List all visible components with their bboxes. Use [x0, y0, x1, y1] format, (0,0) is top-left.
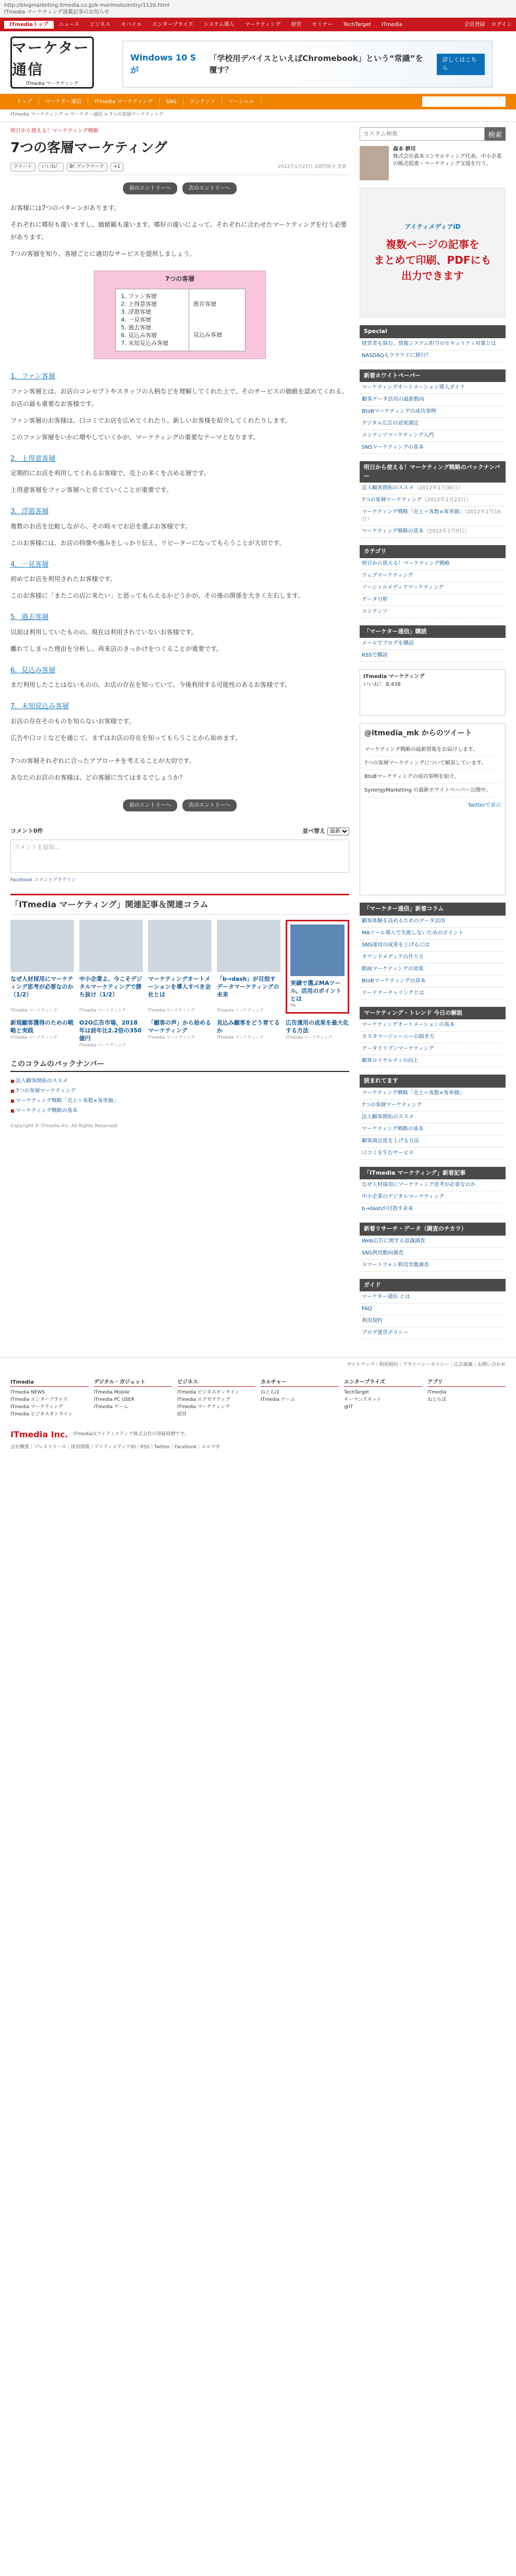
series-link[interactable]: マーケティング戦略「売上＝客数×客単価」（2012年1月16日） [360, 507, 506, 526]
related-thumbnail [79, 920, 143, 972]
nav-item[interactable]: モバイル [120, 21, 142, 28]
figure-item: 2. 上得意客層 [121, 301, 157, 307]
header-ad-banner[interactable] [122, 41, 493, 88]
footer-link[interactable]: ITmedia ビジネスオンライン [10, 1411, 73, 1417]
whitepaper-link[interactable]: BtoBマーケティングの成功事例 [360, 406, 506, 418]
article-date: 2012年1月23日 10時56分 更新 [278, 164, 347, 169]
related-thumbnail [148, 920, 212, 972]
nav-item[interactable]: ビジネス [90, 21, 110, 28]
sidebar [360, 122, 506, 1347]
ad-brand: アイティメディアiD [404, 223, 461, 230]
column-link[interactable]: 顧客体験を高めるためのデータ活用 [360, 916, 506, 928]
related-card[interactable]: マーケティングオートメーションを導入すべき会社とは ITmedia マーケティング [148, 920, 212, 1014]
backnumber-heading: このコラムのバックナンバー [10, 1059, 349, 1072]
nav-item[interactable]: セミナー [312, 21, 333, 28]
section-heading: 5．過去客層 [10, 613, 49, 621]
footer-col-heading: ITmedia [10, 1378, 89, 1387]
cat-item[interactable]: ITmedia マーケティング [88, 98, 159, 106]
backnumber-link[interactable]: ■ 法人顧客開拓のススメ [10, 1076, 349, 1086]
category-link[interactable]: 明日から使える！マーケティング戦略 [360, 558, 506, 570]
figure-item: 3. 浮遊客層 [121, 309, 151, 315]
tweet[interactable]: BtoBマーケティングの成功事例を紹介。 [364, 770, 501, 784]
next-entry-button[interactable]: 次のエントリーへ [182, 182, 237, 194]
cat-item[interactable]: マーケター通信 [39, 98, 89, 106]
footer-link[interactable]: ねとらぼ [427, 1397, 447, 1402]
nav-item-home[interactable]: ITmediaトップ [4, 21, 54, 29]
section-paragraph: 初めてお店を利用されたお客様です。 [10, 575, 117, 583]
section-paragraph: このお客様には、お店の特徴や強みをしっかり伝え、リピーターになってもらうことが大切です。 [10, 539, 286, 547]
nav-item[interactable]: システム導入 [203, 21, 235, 28]
article-body [10, 202, 349, 784]
section-heading: 6．見込み客層 [10, 666, 56, 674]
backnumber-link[interactable]: ■ マーケティング戦略の基本 [10, 1106, 349, 1116]
research-link[interactable]: SNS利用動向調査 [360, 1248, 506, 1260]
nav-item[interactable]: マーケティング [244, 21, 281, 28]
section-paragraph: 複数のお店を比較しながら、その時々でお店を選ぶお客様です。 [10, 522, 192, 530]
footer-col-heading: カルチャー [261, 1378, 339, 1387]
itmedia-logo[interactable]: ITmedia Inc. [10, 1429, 68, 1439]
popular-link[interactable]: マーケティング戦略「売上＝客数×客単価」 [360, 1088, 506, 1100]
footer-link[interactable]: ITmedia ビジネスオンライン [177, 1389, 240, 1395]
section-heading: 4．一見客層 [10, 560, 49, 569]
footer-col-heading: ビジネス [177, 1378, 255, 1387]
ad-thumbnail [290, 925, 345, 976]
figure-group-label: 既存客層 [193, 301, 216, 308]
author-bio: 株式会社森本コンサルティング代表。中小企業の販売促進・マーケティング支援を行う。 [393, 154, 502, 167]
guide-heading: ガイド [360, 1279, 506, 1292]
footer-link[interactable]: ITmedia [427, 1389, 447, 1395]
twitter-timeline [360, 723, 506, 895]
guide-link[interactable]: FAQ [360, 1303, 506, 1315]
popular-link[interactable]: 7つの客層マーケティング [360, 1100, 506, 1112]
related-thumbnail [217, 920, 280, 972]
figure-title: 7つの客層 [165, 275, 195, 282]
ad-button[interactable]: 詳しくはこちら [437, 54, 485, 75]
guide-link[interactable]: ブログ運営ポリシー [360, 1327, 506, 1339]
related-ad-card[interactable]: 実績で選ぶMAツール。活用のポイントとは PR [286, 920, 349, 1014]
related-text-item[interactable]: 「顧客の声」から始めるマーケティング ITmedia マーケティング [148, 1019, 211, 1040]
related-card[interactable]: なぜ人材採用にマーケティング思考が必要なのか（1/2） ITmedia マーケティング [10, 920, 74, 1014]
search-input[interactable] [360, 127, 485, 141]
twitter-heading: @itmedia_mk からのツイート [364, 729, 472, 737]
footer-link[interactable]: ITmedia PC USER [94, 1397, 134, 1402]
intro-paragraph: お客様には7つのパターンがあります。 [10, 204, 120, 212]
fb-comment-plugin-link[interactable]: Facebook コメントプラグイン [10, 878, 76, 883]
sidebar-ad-itmedia-id[interactable]: アイティメディアiD 複数ページの記事を まとめて印刷、PDFにも 出力できます [360, 188, 506, 318]
research-heading: 新着リサーチ・データ（調査のチカラ） [360, 1223, 506, 1236]
research-link[interactable]: スマートフォン利用実態調査 [360, 1260, 506, 1272]
tweet[interactable]: SynergyMarketing の最新ホワイトペーパー公開中。 [364, 784, 501, 797]
nav-item[interactable]: ITmedia [381, 21, 403, 28]
intro-paragraph: 7つの客層を知り、客層ごとに適切なサービスを提供しましょう。 [10, 250, 196, 257]
next-entry-button[interactable]: 次のエントリーへ [182, 799, 237, 811]
subscribe-heading: 「マーケター通信」購読 [360, 625, 506, 638]
backnumber-link[interactable]: ■ マーケティング戦略「売上＝客数×客単価」 [10, 1096, 349, 1106]
related-text-item[interactable]: 広告運用の成果を最大化する方法 ITmedia マーケティング [286, 1019, 349, 1040]
special-link[interactable]: NASDAQもクラウドに移行？ [360, 350, 506, 362]
site-logo[interactable] [10, 36, 94, 89]
footer-col-heading: デジタル・ガジェット [94, 1378, 172, 1387]
column-link[interactable]: オウンドメディアの作り方 [360, 952, 506, 964]
footer-link[interactable]: ねとらぼ [261, 1389, 280, 1395]
site-header [0, 31, 516, 94]
figure-item: 4. 一見客層 [121, 316, 151, 323]
whitepaper-link[interactable]: デジタル広告の効果測定 [360, 418, 506, 430]
popular-link[interactable]: 法人顧客開拓のススメ [360, 1112, 506, 1124]
section-paragraph: 定期的にお店を利用してくれるお客様で、売上の多くを占める層です。 [10, 470, 210, 477]
series-link[interactable]: 7つの客層マーケティング（2012年1月23日） [360, 495, 506, 507]
ad-brand: Windows 10 S が [130, 53, 196, 75]
comment-sort-select[interactable] [327, 828, 349, 835]
email-subscribe-link[interactable]: メールでブログを購読 [360, 638, 506, 650]
rss-subscribe-link[interactable]: RSSで購読 [360, 650, 506, 662]
figure-group-label: 見込み客層 [193, 331, 222, 339]
research-link[interactable]: Web広告に関する意識調査 [360, 1236, 506, 1248]
related-heading: 「ITmedia マーケティング」関連記事＆関連コラム [10, 895, 349, 915]
column-link[interactable]: BtoBマーケティングの基本 [360, 976, 506, 988]
site-footer [0, 1378, 516, 1418]
login-link[interactable]: ログイン [491, 21, 512, 28]
figure-item: 1. ファン客層 [121, 293, 157, 300]
footer-link[interactable]: ITmedia ゲーム [261, 1397, 296, 1402]
topic-link[interactable]: カスタマージャーニーの描き方 [360, 1031, 506, 1043]
logo-sub: ITmedia マーケティング [26, 81, 79, 87]
intro-paragraph: それぞれに嗜好も違いますし、価値観も違います。嗜好の違いによって、それぞれに合わせたマーケティングを行う必要があります。 [10, 221, 347, 241]
tweet-button[interactable]: ツイート [10, 163, 35, 172]
footer-link[interactable]: 経営 [177, 1411, 187, 1417]
itmk-new-heading: 「ITmedia マーケティング」新着記事 [360, 1167, 506, 1180]
column-link[interactable]: SNS運用の成果を上げるには [360, 940, 506, 952]
comment-count: コメント0件 [10, 827, 43, 834]
footer-bottom-links[interactable]: 会社概要｜プレスリリース｜採用情報｜アイティメディアID｜RSS｜Twitter｜Facebook｜メルマガ [10, 1444, 220, 1450]
special-link[interactable]: 経営者も悩む、情報システム担当のセキュリティ対策とは [360, 338, 506, 350]
browser-address-bar[interactable] [0, 0, 516, 18]
plusone-button[interactable]: +1 [110, 163, 124, 172]
cat-item[interactable]: コンテンツ [183, 98, 223, 106]
series-backnumber-heading: 明日から使える！マーケティング戦略のバックナンバー [360, 461, 506, 483]
topic-link[interactable]: 顧客ロイヤルティの向上 [360, 1055, 506, 1067]
page-title-line: ITmedia マーケティング連載記事のお知らせ [4, 9, 109, 15]
column-heading: 「マーケター通信」新着コラム [360, 903, 506, 916]
itmk-link[interactable]: b→dashが目指す未来 [360, 1203, 506, 1215]
footer-link[interactable]: @IT [344, 1404, 353, 1410]
like-button[interactable]: いいね！ [39, 163, 64, 172]
entry-pager-bottom [10, 799, 349, 811]
category-link[interactable]: ウェブマーケティング [360, 570, 506, 582]
related-card[interactable]: 中小企業よ、今こそデジタルマーケティングで勝ち抜け（1/2） ITmedia マーケティング [79, 920, 143, 1014]
related-thumbnail [10, 920, 74, 972]
trademark-note: ITmediaはアイティメディア株式会社の登録商標です。 [73, 1431, 189, 1437]
comments-header [10, 827, 349, 836]
whitepaper-link[interactable]: 顧客データ活用の最新動向 [360, 394, 506, 406]
footer-link[interactable]: キーマンズネット [344, 1397, 382, 1402]
footer-col-heading: エンタープライズ [344, 1378, 422, 1387]
footer-link[interactable]: TechTarget [344, 1389, 370, 1395]
section-paragraph: 上得意客層をファン客層へと育てていくことが重要です。 [10, 486, 173, 494]
ad-text: 「学校用デバイスといえばChromebook」という“常識”を覆す？ [209, 53, 423, 75]
figure-item: 7. 未知見込み客層 [121, 340, 168, 347]
cat-item[interactable]: ソーシャル [222, 98, 261, 106]
search-button[interactable]: 検索 [485, 127, 506, 141]
entry-pager-top [10, 182, 349, 194]
section-heading: 2．上得意客層 [10, 454, 56, 463]
guide-link[interactable]: マーケター通信 とは [360, 1291, 506, 1303]
category-heading: カテゴリ [360, 545, 506, 558]
global-nav [0, 18, 516, 31]
cat-item[interactable]: SNS [159, 98, 183, 106]
footer-col-heading: アプリ [427, 1378, 506, 1387]
fb-page-name[interactable]: ITmedia マーケティング [363, 674, 425, 680]
itmk-link[interactable]: なぜ人材採用にマーケティング思考が必要なのか [360, 1179, 506, 1191]
category-link[interactable]: ソーシャルメディアマーケティング [360, 582, 506, 594]
itmk-link[interactable]: 中小企業のデジタルマーケティング [360, 1191, 506, 1203]
section-paragraph: 離れてしまった理由を分析し、再来店のきっかけをつくることが重要です。 [10, 645, 223, 652]
column-link[interactable]: MAツール導入で失敗しないためのポイント [360, 928, 506, 940]
breadcrumb: ITmedia マーケティング > マーケター通信 > 7つの客層マーケティング [0, 109, 516, 122]
footer-brand [10, 1428, 506, 1441]
guide-link[interactable]: 利用規約 [360, 1315, 506, 1327]
facebook-page-widget[interactable] [360, 669, 506, 716]
backnumber-list [10, 1076, 349, 1116]
popular-heading: 読まれてます [360, 1075, 506, 1088]
popular-link[interactable]: 口コミを生むサービス [360, 1148, 506, 1160]
column-link[interactable]: リードナーチャリングとは [360, 988, 506, 1000]
nav-item[interactable]: TechTarget [343, 21, 371, 28]
section-paragraph: このお客様に「またこの店に来たい」と思ってもらえるかどうかが、その後の関係を大きく左右します。 [10, 592, 304, 599]
tweet[interactable]: 7つの客層マーケティングについて解説しています。 [364, 757, 501, 770]
popular-link[interactable]: マーケティング戦略の基本 [360, 1124, 506, 1136]
cat-item[interactable]: トップ [10, 98, 39, 106]
bookmark-button[interactable]: B! ブックマーク [67, 163, 107, 172]
topic-link[interactable]: データドリブンマーケティング [360, 1043, 506, 1055]
article-category: 明日から使える！マーケティング戦略 [10, 128, 99, 134]
whitepaper-link[interactable]: マーケティングオートメーション導入ガイド [360, 382, 506, 394]
section-paragraph: ファン客層のお客様は、口コミでお店を広めてくれたり、新しいお客様を紹介してくれたりします。 [10, 416, 291, 424]
header-search-input[interactable] [422, 96, 506, 107]
category-link[interactable]: コンテンツ [360, 606, 506, 618]
outro-paragraph: あなたのお店のお客様は、どの客層に当てはまるでしょうか？ [10, 773, 186, 781]
topic-link[interactable]: マーケティングオートメーションの基本 [360, 1019, 506, 1031]
author-name[interactable]: 森本 耕司 [393, 146, 416, 152]
article-title: 7つの客層マーケティング [10, 140, 167, 156]
twitter-embed-link[interactable]: Twitterで表示 [468, 803, 501, 808]
related-text-item[interactable]: O2O広告市場、2018年は前年比2.2倍の350億円 ITmedia マーケティング [79, 1019, 142, 1047]
prev-entry-button[interactable]: 前のエントリーへ [123, 182, 177, 194]
nav-item[interactable]: ニュース [58, 21, 80, 28]
sort-label: 並べ替え [302, 827, 326, 834]
register-link[interactable]: 会員登録 [464, 21, 485, 28]
fb-likes[interactable]: いいね！ 8,438 [363, 682, 401, 687]
category-nav [0, 94, 516, 109]
related-text-item[interactable]: 見込み顧客をどう育てるか ITmedia マーケティング [217, 1019, 280, 1040]
footer-link[interactable]: ITmedia エグゼクティブ [177, 1397, 230, 1402]
section-heading: 3．浮遊客層 [10, 508, 49, 515]
figure-item: 6. 見込み客層 [121, 332, 157, 339]
section-paragraph: お店の存在そのものを知らないお客様です。 [10, 717, 136, 725]
tweet[interactable]: マーケティング戦略の最新情報をお届けします。 [364, 743, 501, 757]
outro-paragraph: 7つの客層それぞれに合ったアプローチを考えることが大切です。 [10, 757, 195, 765]
prev-entry-button[interactable]: 前のエントリーへ [123, 799, 177, 811]
section-paragraph: まだ利用したことはないものの、お店の存在を知っていて、今後利用する可能性のあるお客様です。 [10, 681, 291, 688]
series-link[interactable]: 法人顧客開拓のススメ（2012年1月30日） [360, 483, 506, 495]
section-paragraph: ファン客層とは、お店のコンセプトやスタッフの人柄などを理解してくれた上で、そのサービスの価値を認めてくれる、お店の最も重要なお客様です。 [10, 387, 348, 408]
topics-heading: マーケティング・トレンド 今日の解説 [360, 1007, 506, 1020]
popular-link[interactable]: 顧客満足度を上げる方法 [360, 1136, 506, 1148]
author-profile [360, 146, 506, 180]
url-text[interactable]: http://blogmarketing.itmedia.co.jp/k-morimoto/entry/1120.html [4, 3, 170, 8]
category-link[interactable]: データ分析 [360, 594, 506, 606]
whitepaper-link[interactable]: SNSマーケティングの基本 [360, 442, 506, 454]
footer-link[interactable]: ITmedia Mobile [94, 1389, 130, 1395]
section-paragraph: 広告や口コミなどを通じて、まずはお店の存在を知ってもらうことから始めます。 [10, 734, 241, 742]
social-share-bar [10, 163, 349, 175]
related-card[interactable]: 「b→dash」が目指すデータマーケティングの未来 ITmedia マーケティング [217, 920, 280, 1014]
section-heading: 7．未知見込み客層 [10, 702, 69, 710]
section-heading: 1．ファン客層 [10, 373, 56, 380]
logo-text: マーケター通信 [12, 39, 90, 79]
whitepaper-link[interactable]: コンテンツマーケティング入門 [360, 430, 506, 442]
section-paragraph: このファン客層をいかに増やしていくかが、マーケティングの重要なテーマとなります。 [10, 433, 260, 441]
copyright: Copyright © ITmedia Inc. All Rights Reserved. [10, 1123, 118, 1129]
footer-link[interactable]: ITmedia NEWS [10, 1389, 45, 1395]
special-heading: Special [360, 325, 506, 338]
footer-link[interactable]: ITmedia ゲーム [94, 1404, 129, 1410]
series-link[interactable]: マーケティング戦略の基本（2012年1月9日） [360, 526, 506, 538]
related-text-item[interactable]: 新規顧客獲得のための戦略と実践 ITmedia マーケティング [10, 1019, 73, 1040]
section-paragraph: 以前は利用していたものの、現在は利用されていないお客様です。 [10, 628, 198, 636]
nav-item[interactable]: 経営 [291, 21, 302, 28]
whitepaper-heading: 新着ホワイトペーパー [360, 369, 506, 383]
footer-nav[interactable]: サイトマップ｜利用規約｜プライバシーポリシー｜広告掲載｜お問い合わせ [0, 1357, 516, 1373]
column-link[interactable]: 動画マーケティングの効果 [360, 964, 506, 976]
footer-link[interactable]: ITmedia エンタープライズ [10, 1397, 68, 1402]
main-column [10, 122, 349, 1347]
nav-item[interactable]: エンタープライズ [152, 21, 193, 28]
sidebar-search [360, 127, 506, 141]
backnumber-link[interactable]: ■ 7つの客層マーケティング [10, 1086, 349, 1096]
footer-link[interactable]: ITmedia マーケティング [177, 1404, 230, 1410]
avatar [360, 146, 389, 180]
footer-link[interactable]: ITmedia マーケティング [10, 1404, 63, 1410]
figure-item: 5. 過去客層 [121, 324, 151, 331]
seven-segments-figure [94, 270, 266, 359]
related-articles [10, 894, 349, 1130]
comment-input[interactable]: コメントを追加... [10, 840, 349, 873]
